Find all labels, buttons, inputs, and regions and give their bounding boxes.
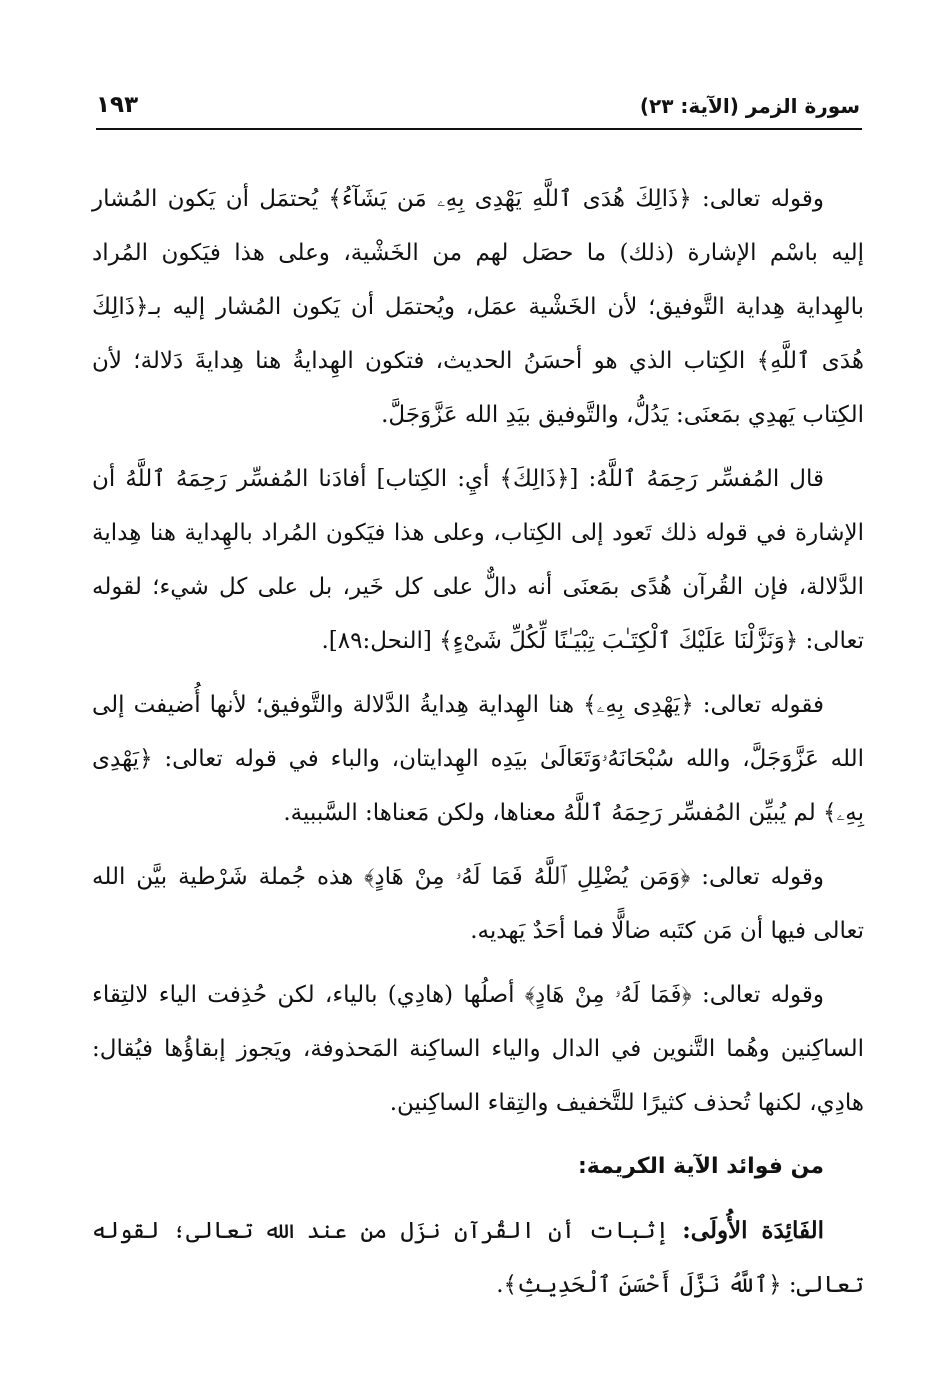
paragraph: وقوله تعالى: ﴿فَمَا لَهُۥ مِنْ هَادٍ﴾ أصلُها (هادِي) بالياء، لكن حُذِفت الياء لالتِقاء الساكِنين وهُما التَّنوين في الدال والياء الساكِنة المَحذوفة، ويَجوز إبقاؤُها فيُقال: هادِي، لكنها تُحذف كثيرًا للتَّخفيف والتِقاء الساكِنين. bbox=[92, 982, 864, 1116]
benefit-paragraph bbox=[92, 1204, 864, 1312]
running-header bbox=[96, 92, 860, 126]
benefit-text: إثبات أن القُرآن نزَل من عند الله تعالى؛ لقوله تعالى: ﴿ٱللَّهُ نَزَّلَ أَحْسَنَ ٱلْحَدِيثِ﴾. bbox=[92, 1218, 864, 1298]
page-body bbox=[92, 172, 864, 1322]
page-number: ١٩٣ bbox=[96, 92, 139, 118]
surah-title: سورة الزمر (الآية: ٢٣) bbox=[639, 94, 860, 118]
paragraph: وقوله تعالى: ﴿وَمَن يُضْلِلِ ٱللَّهُ فَمَا لَهُۥ مِنْ هَادٍ﴾ هذه جُملة شَرْطية بيَّن الله تعالى فيها أن مَن كتَبه ضالًّا فما أحَدٌ يَهديه. bbox=[92, 864, 864, 944]
paragraph: وقوله تعالى: ﴿ذَالِكَ هُدَى ٱللَّهِ يَهْدِى بِهِۦ مَن يَشَآءُ﴾ يُحتمَل أن يَكون المُشار إليه باسْم الإشارة (ذلك) ما حصَل لهم من الخَشْية، وعلى هذا فيَكون المُراد بالهِداية هِداية التَّوفيق؛ لأن الخَشْية عمَل، ويُحتمَل أن يَكون المُشار إليه بـ﴿ذَالِكَ هُدَى ٱللَّهِ﴾ الكِتاب الذي هو أحسَنُ الحديث، فتكون الهِدايةُ هنا هِدايةَ دَلالة؛ لأن الكِتاب يَهدِي بمَعنَى: يَدُلُّ، والتَّوفيق بيَدِ الله عَزَّوَجَلَّ. bbox=[92, 186, 864, 428]
paragraph: فقوله تعالى: ﴿يَهْدِى بِهِۦ﴾ هنا الهِداية هِدايةُ الدَّلالة والتَّوفيق؛ لأنها أُضيفت إلى الله عَزَّوَجَلَّ، والله سُبْحَانَهُۥوَتَعَالَىٰ بيَدِه الهِدايتان، والباء في قوله تعالى: ﴿يَهْدِى بِهِۦ﴾ لم يُبيِّن المُفسِّر رَحِمَهُ ٱللَّهُ معناها، ولكن مَعناها: السَّببية. bbox=[92, 692, 864, 826]
header-rule bbox=[96, 128, 862, 130]
paragraph: قال المُفسِّر رَحِمَهُ ٱللَّهُ: [﴿ذَالِكَ﴾ أيِ: الكِتاب] أفادَنا المُفسِّر رَحِمَهُ ٱللَّهُ أن الإشارة في قوله ذلك تَعود إلى الكِتاب، وعلى هذا فيَكون المُراد بالهِداية هنا هِداية الدَّلالة، فإن القُرآن هُدًى بمَعنَى أنه دالٌّ على كل خَير، بل على كل شيء؛ لقوله تعالى: ﴿وَنَزَّلْنَا عَلَيْكَ ٱلْكِتَـٰبَ تِبْيَـٰنًا لِّكُلِّ شَىْءٍ﴾ [النحل:٨٩]. bbox=[92, 466, 864, 654]
section-heading: من فوائد الآية الكريمة: bbox=[577, 1154, 824, 1179]
benefit-label: الفَائِدَة الأُولَى: bbox=[682, 1217, 825, 1244]
